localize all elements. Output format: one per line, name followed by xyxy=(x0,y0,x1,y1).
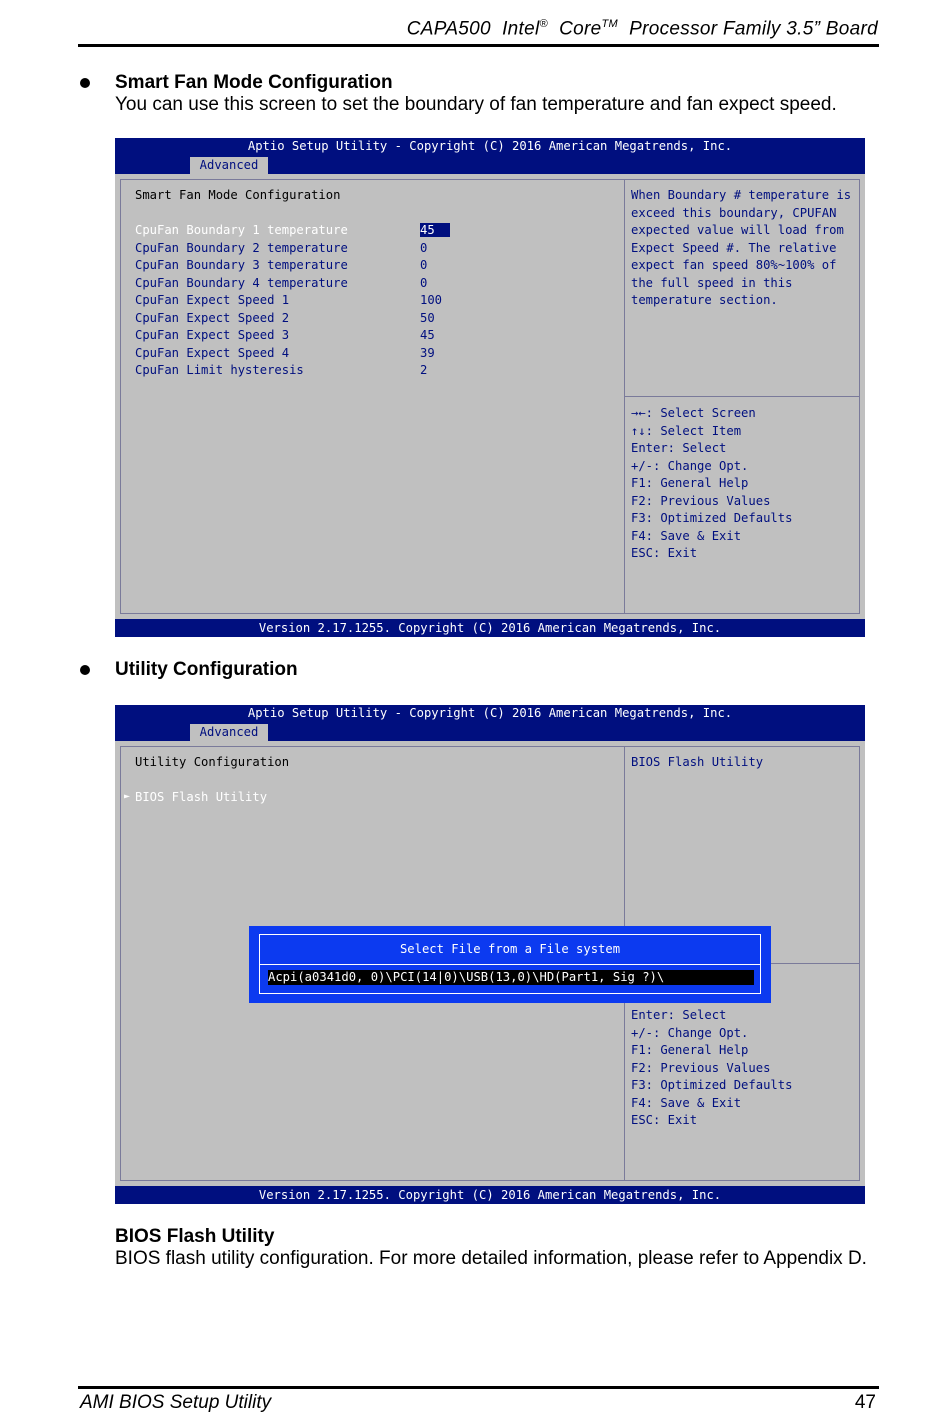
bios-top-bar xyxy=(115,705,865,741)
header-core: Core xyxy=(559,18,602,40)
section-description-smart-fan: You can use this screen to set the boundary of fan temperature and fan expect speed. xyxy=(115,94,837,115)
setting-speed-3-value[interactable]: 45 xyxy=(420,328,435,342)
bios-heading: Utility Configuration xyxy=(135,755,290,769)
footer-rule xyxy=(78,1386,879,1389)
setting-boundary-1-label[interactable]: CpuFan Boundary 1 temperature xyxy=(135,223,348,237)
file-select-dialog-divider xyxy=(260,964,760,965)
bios-screen-smart-fan xyxy=(115,138,865,637)
menu-item-bios-flash-utility[interactable]: BIOS Flash Utility xyxy=(135,790,268,804)
bios-key-legend: →←: Select Screen ↑↓: Select Item Enter: Select +/-: Change Opt. F1: General Help F2: Previous Values F3: Optimized Defaults F4: Save & Exit ESC: Exit xyxy=(631,406,793,560)
setting-boundary-2-label[interactable]: CpuFan Boundary 2 temperature xyxy=(135,240,348,255)
bios-heading: Smart Fan Mode Configuration xyxy=(135,188,341,202)
bullet-icon xyxy=(80,78,90,88)
bios-bottom-bar: Version 2.17.1255. Copyright (C) 2016 American Megatrends, Inc. xyxy=(115,619,865,637)
setting-speed-4-value[interactable]: 39 xyxy=(420,345,435,360)
tab-advanced[interactable]: Advanced xyxy=(190,724,268,741)
setting-boundary-2-value[interactable]: 0 xyxy=(420,240,428,255)
header-rule xyxy=(78,44,879,47)
setting-hysteresis-label[interactable]: CpuFan Limit hysteresis xyxy=(135,363,304,377)
setting-boundary-1-value[interactable] xyxy=(420,222,450,239)
bullet-icon xyxy=(80,665,90,675)
header-reg-mark: ® xyxy=(539,18,548,30)
setting-boundary-4-label[interactable]: CpuFan Boundary 4 temperature xyxy=(135,275,348,290)
section-description-bios-flash: BIOS flash utility configuration. For more detailed information, please refer to Appendix D. xyxy=(115,1248,867,1269)
header-tm-mark: TM xyxy=(601,18,618,30)
setting-speed-3-label[interactable]: CpuFan Expect Speed 3 xyxy=(135,328,290,342)
page-number: 47 xyxy=(854,1392,876,1413)
bios-top-title: Aptio Setup Utility - Copyright (C) 2016 American Megatrends, Inc. xyxy=(247,706,733,720)
setting-boundary-3-label[interactable]: CpuFan Boundary 3 temperature xyxy=(135,258,348,272)
setting-boundary-3-value[interactable]: 0 xyxy=(420,258,428,272)
footer-chapter-title: AMI BIOS Setup Utility xyxy=(80,1392,272,1413)
file-select-dialog xyxy=(249,926,771,1003)
setting-speed-4-label[interactable]: CpuFan Expect Speed 4 xyxy=(135,345,290,360)
submenu-arrow-icon: ► xyxy=(124,791,131,802)
bios-key-legend: Enter: Select +/-: Change Opt. F1: General Help F2: Previous Values F3: Optimized Defaults F4: Save & Exit ESC: Exit xyxy=(631,1008,793,1127)
file-select-dialog-title: Select File from a File system xyxy=(399,942,621,956)
bios-top-bar xyxy=(115,138,865,174)
bios-help-text: When Boundary # temperature is exceed this boundary, CPUFAN expected value will load from Expect Speed #. The relative expect fan speed 80%~100% of the full speed in this temperature section. xyxy=(631,188,852,307)
setting-boundary-4-value[interactable]: 0 xyxy=(420,275,428,290)
tab-advanced[interactable]: Advanced xyxy=(190,157,268,174)
section-title-utility: Utility Configuration xyxy=(115,659,298,680)
header-tail: Processor Family 3.5” Board xyxy=(629,18,878,40)
setting-speed-1-value[interactable]: 100 xyxy=(420,293,443,307)
header-intel: Intel xyxy=(502,18,540,40)
section-title-smart-fan: Smart Fan Mode Configuration xyxy=(115,72,393,93)
bios-help-text: BIOS Flash Utility xyxy=(631,755,764,769)
setting-speed-2-label[interactable]: CpuFan Expect Speed 2 xyxy=(135,310,290,325)
page-header xyxy=(407,18,878,40)
setting-speed-2-value[interactable]: 50 xyxy=(420,310,435,325)
file-path-item[interactable]: Acpi(a0341d0, 0)\PCI(14|0)\USB(13,0)\HD(Part1, Sig ?)\ xyxy=(268,970,754,985)
setting-hysteresis-value[interactable]: 2 xyxy=(420,363,428,377)
bios-top-title: Aptio Setup Utility - Copyright (C) 2016 American Megatrends, Inc. xyxy=(247,139,733,153)
setting-speed-1-label[interactable]: CpuFan Expect Speed 1 xyxy=(135,293,290,307)
section-title-bios-flash: BIOS Flash Utility xyxy=(115,1226,275,1247)
bios-bottom-bar: Version 2.17.1255. Copyright (C) 2016 American Megatrends, Inc. xyxy=(115,1186,865,1204)
header-model: CAPA500 xyxy=(406,18,491,40)
file-select-dialog-frame xyxy=(259,934,761,994)
setting-boundary-1-value-text[interactable]: 45 xyxy=(420,223,450,237)
bios-screen-utility xyxy=(115,705,865,1204)
